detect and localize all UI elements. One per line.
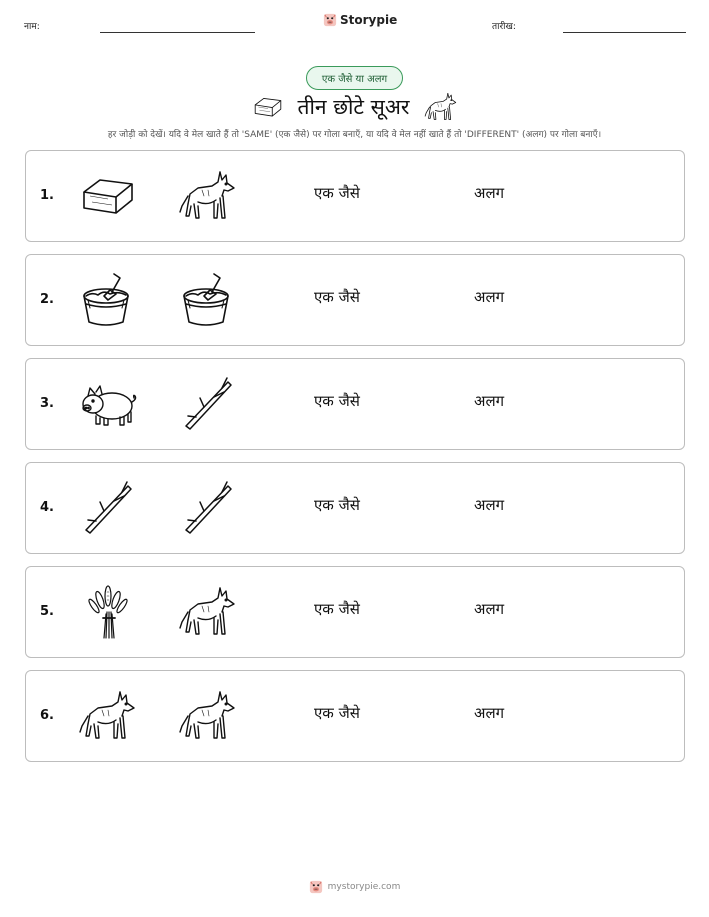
page-title: तीन छोटे सूअर <box>297 95 410 119</box>
footer <box>0 880 709 894</box>
question-number: 4. <box>40 500 54 515</box>
option-different[interactable]: अलग <box>474 392 505 410</box>
instructions-text: हर जोड़ी को देखें। यदि वे मेल खाते हैं तो 'SAME' (एक जैसे) पर गोला बनाएँ, या यदि वे मेल नहीं खाते हैं तो 'DIFFERENT' (अलग) पर गोला बनाएँ। <box>107 130 602 140</box>
date-line[interactable] <box>563 32 686 33</box>
pig-icon <box>78 374 138 434</box>
question-number: 5. <box>40 604 54 619</box>
wolf-icon <box>78 686 138 746</box>
wolf-icon <box>424 90 458 124</box>
title-row <box>0 90 709 124</box>
wolf-icon <box>178 166 238 226</box>
name-line[interactable] <box>100 32 255 33</box>
option-same[interactable]: एक जैसे <box>314 496 360 514</box>
question-number: 6. <box>40 708 54 723</box>
option-same[interactable]: एक जैसे <box>314 704 360 722</box>
name-label: नाम: <box>24 22 40 32</box>
stick-icon <box>178 478 238 538</box>
pig-logo-icon <box>309 880 323 894</box>
question-row <box>25 670 685 762</box>
option-same[interactable]: एक जैसे <box>314 600 360 618</box>
question-row <box>25 566 685 658</box>
option-different[interactable]: अलग <box>474 288 505 306</box>
question-number: 2. <box>40 292 54 307</box>
option-different[interactable]: अलग <box>474 496 505 514</box>
option-same[interactable]: एक जैसे <box>314 288 360 306</box>
cement-bucket-icon <box>178 270 238 330</box>
question-number: 3. <box>40 396 54 411</box>
stick-icon <box>178 374 238 434</box>
question-number: 1. <box>40 188 54 203</box>
footer-url: mystorypie.com <box>327 882 401 892</box>
question-row <box>25 462 685 554</box>
option-different[interactable]: अलग <box>474 184 505 202</box>
option-same[interactable]: एक जैसे <box>314 184 360 202</box>
brand-name: Storypie <box>340 13 398 27</box>
straw-bundle-icon <box>78 582 138 642</box>
date-label: तारीख: <box>492 22 516 32</box>
pig-logo-icon <box>323 13 337 27</box>
option-different[interactable]: अलग <box>474 600 505 618</box>
brick-icon <box>252 91 284 123</box>
wolf-icon <box>178 686 238 746</box>
stick-icon <box>78 478 138 538</box>
worksheet-type-badge: एक जैसे या अलग <box>306 66 403 90</box>
wolf-icon <box>178 582 238 642</box>
question-row <box>25 150 685 242</box>
option-same[interactable]: एक जैसे <box>314 392 360 410</box>
cement-bucket-icon <box>78 270 138 330</box>
question-row <box>25 254 685 346</box>
brand-logo <box>323 13 397 27</box>
brick-icon <box>78 166 138 226</box>
option-different[interactable]: अलग <box>474 704 505 722</box>
question-row <box>25 358 685 450</box>
